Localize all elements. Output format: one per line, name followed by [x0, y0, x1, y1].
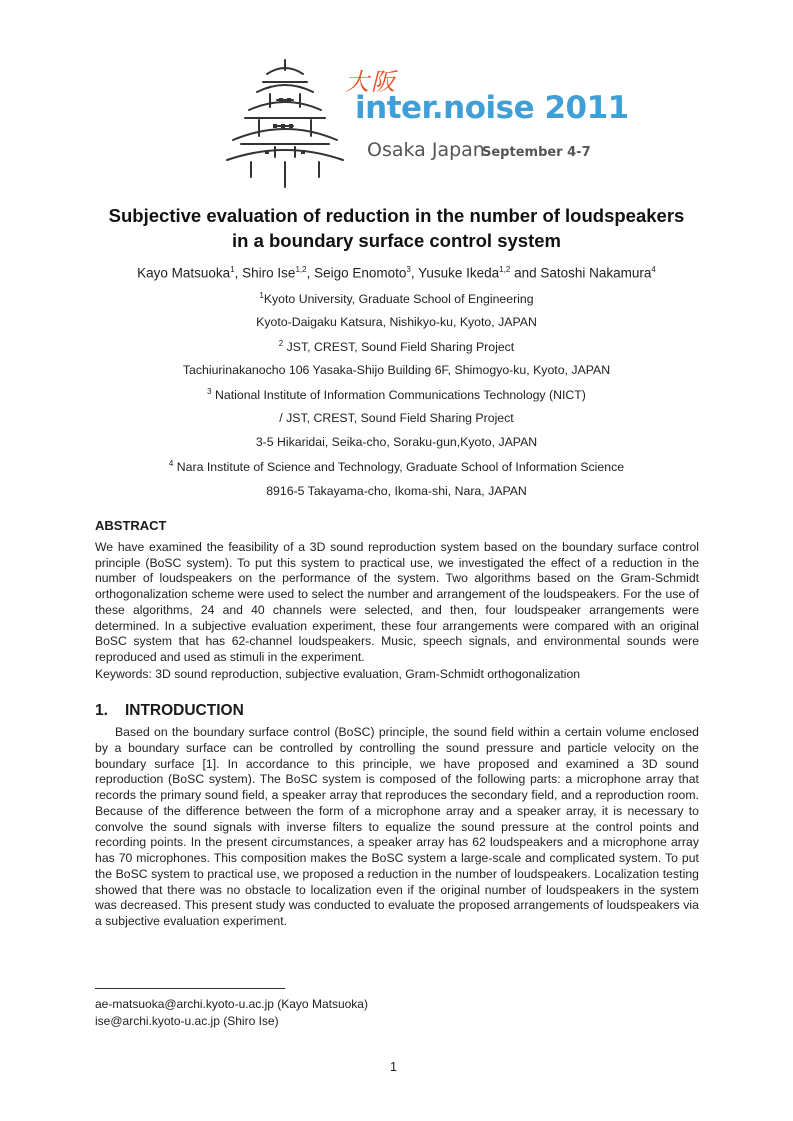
author-name: Shiro Ise — [242, 265, 296, 281]
footnote-divider — [95, 988, 285, 989]
author-name: Satoshi Nakamura — [540, 265, 652, 281]
page-number: 1 — [390, 1060, 397, 1074]
footnote: ise@archi.kyoto-u.ac.jp (Shiro Ise) — [95, 1014, 279, 1028]
section-title: INTRODUCTION — [124, 702, 244, 719]
section-number: 1. — [95, 702, 108, 719]
logo-city: Osaka Japan — [367, 139, 485, 161]
title-line: in a boundary surface control system — [232, 230, 561, 251]
affiliation-line: 8916-5 Takayama-cho, Ikoma-shi, Nara, JAPAN — [266, 484, 527, 498]
logo-kanji: 大阪 — [345, 68, 397, 96]
keywords: Keywords: 3D sound reproduction, subjective evaluation, Gram-Schmidt orthogonalization — [95, 667, 581, 681]
author-sup: 3 — [406, 265, 411, 274]
author-and: and — [514, 265, 537, 281]
affiliation-line: 3-5 Hikaridai, Seika-cho, Soraku-gun,Kyoto, JAPAN — [255, 435, 538, 449]
affiliation-line: Kyoto-Daigaku Katsura, Nishikyo-ku, Kyoto, JAPAN — [256, 315, 537, 329]
affiliation-line: $^3$ National Institute of Information Communications Technology (NICT) — [207, 387, 586, 403]
affiliation-line: $^1$Kyoto University, Graduate School of Engineering — [259, 291, 534, 307]
affiliation-line: Tachiurinakanocho 106 Yasaka-Shijo Building 6F, Shimogyo-ku, Kyoto, JAPAN — [182, 363, 611, 377]
author-name: Kayo Matsuoka — [137, 265, 231, 281]
abstract-heading: ABSTRACT — [95, 518, 167, 533]
author-list: Kayo Matsuoka$^1$, Shiro Ise$^{1,2}$, Seigo Enomoto$^3$, Yusuke Ikeda$^{1,2}$ and Satoshi Nakamura$^4$ — [137, 265, 656, 281]
osaka-castle-icon — [215, 52, 355, 192]
author-sup: 4 — [651, 265, 656, 274]
logo-dates: September 4-7 — [482, 145, 591, 160]
affiliation-line: $^4$ Nara Institute of Science and Technology, Graduate School of Information Science — [168, 459, 625, 475]
paper-title — [60, 203, 733, 253]
logo-brand: inter.noise 2011 — [355, 90, 629, 126]
footnote: ae-matsuoka@archi.kyoto-u.ac.jp (Kayo Matsuoka) — [95, 997, 368, 1011]
introduction-text: Based on the boundary surface control (BoSC) principle, the sound field within a certain volume enclosed by a boundary surface can be controlled by controlling the sound pressure and particle velocity on the boundary surface [1]. In accordance to this principle, we have proposed and examined a 3D sound reproduction (BoSC system). The BoSC system is composed of the following parts: a microphone array that records the primary sound field, a speaker array that reproduces the secondary field, and a reproduction room. Because of the difference between the form of a microphone array and a speaker array, it is necessary to convolve the sound signals with inverse filters to equalize the sound pressure at the control points and recording points. In the present circumstances, a speaker array has 62 loudspeakers and a microphone array has 70 microphones. This composition makes the BoSC system a large-scale and complicated system. To put the BoSC system to practical use, we proposed a reduction in the number of loudspeakers. Localization testing showed that there was no obstacle to localization even if the original number of loudspeakers in the system was decreased. This present study was conducted to evaluate the proposed arrangements of loudspeakers via a subjective evaluation experiment. — [95, 725, 699, 928]
affiliation-line: $^2$ JST, CREST, Sound Field Sharing Project — [278, 339, 515, 355]
title-line: Subjective evaluation of reduction in the number of loudspeakers — [108, 205, 685, 226]
author-name: Seigo Enomoto — [314, 265, 407, 281]
author-name: Yusuke Ikeda — [418, 265, 500, 281]
author-sup: 1 — [230, 265, 235, 274]
author-sup: 1,2 — [499, 265, 511, 274]
abstract-text: We have examined the feasibility of a 3D sound reproduction system based on the boundary surface control principle (BoSC system). To put this system to practical use, we investigated the effect of a reduction in the number of loudspeakers on the performance of the system. Two algorithms based on the Gram-Schmidt orthogonalization scheme were used to select the number and arrangement of the loudspeakers. For the use of these algorithms, 24 and 40 channels were selected, and then, four loudspeaker arrangements were determined. In a subjective evaluation experiment, these four arrangements were compared with an original BoSC system that has 62-channel loudspeakers. Music, speech signals, and environmental sounds were reproduced and used as stimuli in the experiment. — [95, 540, 699, 664]
affiliation-line: / JST, CREST, Sound Field Sharing Project — [279, 411, 514, 425]
author-sup: 1,2 — [295, 265, 307, 274]
section-heading — [95, 702, 244, 720]
